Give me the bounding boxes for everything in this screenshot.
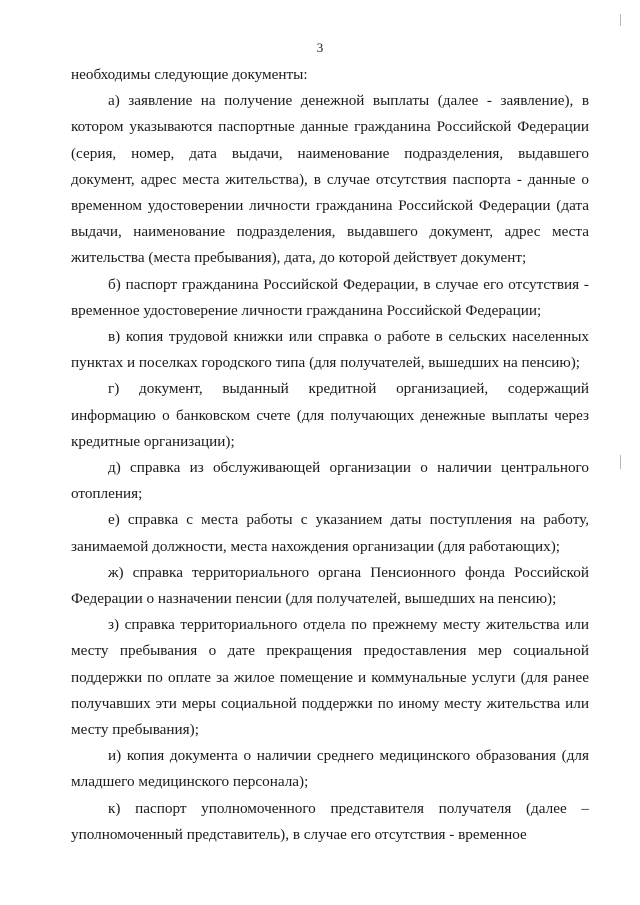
paragraph-item-a: а) заявление на получение денежной выплаты (далее - заявление), в котором указываются паспортные данные гражданина Российской Федерации (серия, номер, дата выдачи, наименование подразделения, выдавшего документ, адрес места жительства), в случае отсутствия паспорта - данные о временном удостоверении личности гражданина Российской Федерации (дата выдачи, наименование подразделения, выдавшего документ, адрес места жительства (места пребывания), дата, до которой действует документ;	[71, 92, 589, 267]
paragraph-item-k: к) паспорт уполномоченного представителя получателя (далее – уполномоченный представитель), в случае его отсутствия - временное	[71, 799, 589, 843]
paragraph-item-i: и) копия документа о наличии среднего медицинского образования (для младшего медицинского персонала);	[71, 747, 589, 791]
paragraph-item-v: в) копия трудовой книжки или справка о работе в сельских населенных пунктах и поселках городского типа (для получателей, вышедших на пенсию);	[71, 328, 589, 372]
paragraph-item-z: з) справка территориального отдела по прежнему месту жительства или месту пребывания о дате прекращения предоставления мер социальной поддержки по оплате за жилое помещение и коммунальные услуги (для ранее получавших эти меры социальной поддержки по иному месту жительства или месту пребывания);	[71, 616, 589, 739]
paragraph-intro: необходимы следующие документы:	[71, 66, 308, 83]
paragraph-item-zh: ж) справка территориального органа Пенсионного фонда Российской Федерации о назначении пенсии (для получателей, вышедших на пенсию);	[71, 563, 589, 608]
paragraph-item-d: д) справка из обслуживающей организации о наличии центрального отопления;	[71, 459, 589, 503]
paragraph-item-e: е) справка с места работы с указанием даты поступления на работу, занимаемой должности, места нахождения организации (для работающих);	[71, 511, 589, 555]
scan-edge-mark-top	[620, 14, 621, 26]
page-number: 3	[316, 40, 324, 55]
scan-edge-mark-middle	[620, 455, 621, 469]
paragraph-item-b: б) паспорт гражданина Российской Федерации, в случае его отсутствия - временное удостоверение личности гражданина Российской Федерации;	[71, 275, 589, 319]
document-body	[71, 62, 589, 848]
paragraph-item-g: г) документ, выданный кредитной организацией, содержащий информацию о банковском счете (для получающих денежные выплаты через кредитные организации);	[71, 380, 589, 450]
